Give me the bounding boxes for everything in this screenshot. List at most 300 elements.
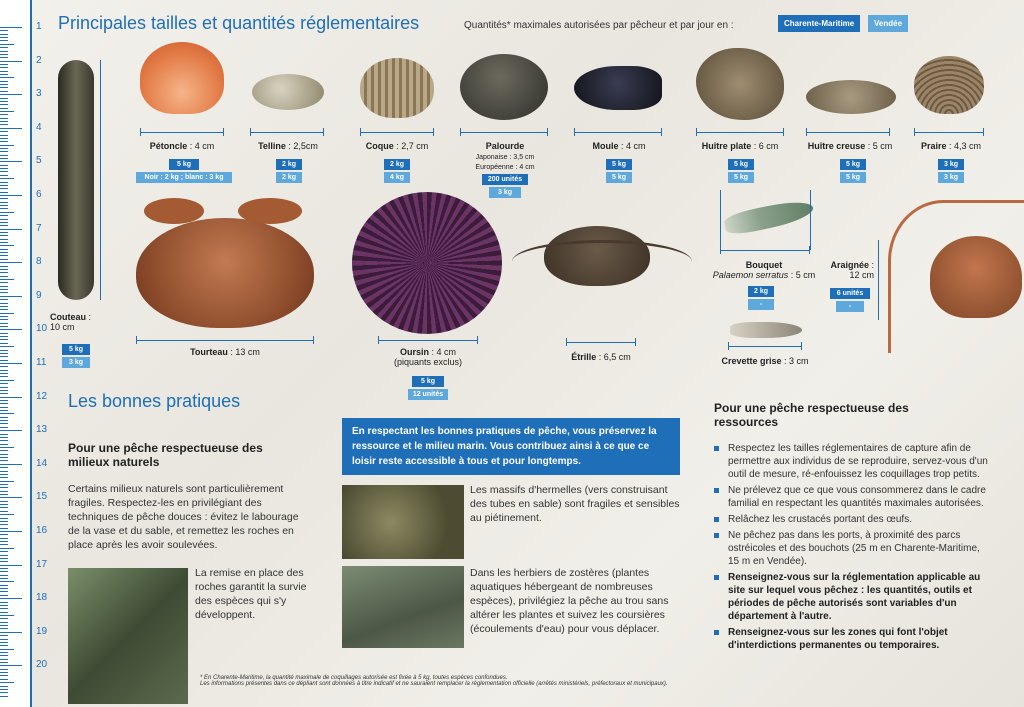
ruler-tick: [0, 565, 22, 566]
ruler-tick: [0, 360, 8, 361]
ruler-tick: [0, 376, 8, 377]
bouquet-image: [723, 197, 816, 237]
ruler-tick: [0, 518, 8, 519]
ruler-tick: [0, 423, 8, 424]
footnote-line-2: Les informations présentes dans ce dépliant sont données à titre indicatif et ne sauraient remplacer la réglementation officielle (arrêtés ministériels, préfectoraux et municipaux).: [200, 681, 668, 687]
ruler-tick: [0, 319, 8, 320]
bullet-item: Ne prélevez que ce que vous consommerez dans le cadre familial en respectant les quantités maximales autorisées.: [714, 484, 990, 510]
ruler-tick: [0, 64, 8, 65]
ruler-tick: [0, 645, 8, 646]
ruler-number: 13: [36, 424, 48, 436]
etrille-label: Étrille : 6,5 cm: [571, 352, 631, 362]
ruler-tick: [0, 380, 14, 381]
praire-quantities: [938, 157, 964, 183]
huitre-creuse-dimension: [806, 132, 890, 133]
ruler-tick: [0, 548, 14, 549]
huitre-plate-image: [696, 48, 784, 120]
ruler-tick: [0, 239, 8, 240]
ruler-tick: [0, 363, 22, 364]
couteau-image: [58, 60, 94, 300]
ruler-tick: [0, 675, 8, 676]
quantity-badge-charente: 6 unités: [830, 288, 870, 299]
ruler-tick: [0, 679, 8, 680]
ruler-tick: [0, 114, 8, 115]
quantity-badge-vendee: 5 kg: [840, 172, 866, 183]
palourde-quantities: [482, 172, 528, 198]
ruler-tick: [0, 175, 8, 176]
ruler-tick: [0, 208, 8, 209]
ruler-tick: [0, 128, 22, 129]
huitre-plate-dimension: [696, 132, 784, 133]
ruler-tick: [0, 259, 8, 260]
ruler-tick: [0, 279, 14, 280]
huitre-creuse-label: Huître creuse : 5 cm: [807, 141, 893, 151]
left-heading: Pour une pêche respectueuse des milieux naturels: [68, 441, 263, 469]
ruler-tick: [0, 605, 8, 606]
quantity-badge-vendee: 4 kg: [384, 172, 410, 183]
ruler-tick: [0, 366, 8, 367]
ruler-tick: [0, 669, 8, 670]
ruler-tick: [0, 591, 8, 592]
ruler-tick: [0, 296, 22, 297]
ruler-tick: [0, 571, 8, 572]
ruler-tick: [0, 561, 8, 562]
quantity-badge-vendee: Noir : 2 kg ; blanc : 3 kg: [136, 172, 232, 183]
couteau-label: Couteau : 10 cm: [50, 312, 92, 332]
ruler-tick: [0, 54, 8, 55]
ruler-tick: [0, 454, 8, 455]
ruler-tick: [0, 74, 8, 75]
ruler-tick: [0, 598, 22, 599]
ruler-tick: [0, 524, 8, 525]
ruler-tick: [0, 477, 8, 478]
ruler-tick: [0, 205, 8, 206]
huitre-creuse-image: [806, 80, 896, 114]
ruler-tick: [0, 198, 8, 199]
ruler-number: 8: [36, 256, 42, 268]
bullet-item: Renseignez-vous sur les zones qui font l'objet d'interdictions permanentes ou temporaires.: [714, 626, 990, 652]
ruler-tick: [0, 229, 22, 230]
ruler-number: 15: [36, 491, 48, 503]
ruler-tick: [0, 531, 22, 532]
ruler-tick: [0, 262, 22, 263]
bullet-item: Renseignez-vous sur la réglementation applicable au site sur lequel vous pêchez : les quantités, outils et périodes de pêche autorisés sont variables d'un département à l'autre.: [714, 571, 990, 623]
ruler-tick: [0, 689, 8, 690]
quantity-badge-vendee: -: [748, 299, 774, 310]
ruler-tick: [0, 665, 22, 666]
ruler-number: 11: [36, 357, 47, 368]
quantities-note: Quantités* maximales autorisées par pêcheur et par jour en :: [464, 20, 734, 31]
ruler-number: 17: [36, 558, 48, 570]
ruler-tick: [0, 155, 8, 156]
bouquet-dim-right: [810, 190, 811, 250]
right-heading: Pour une pêche respectueuse des ressources: [714, 401, 909, 429]
ruler-tick: [0, 494, 8, 495]
ruler-tick: [0, 339, 8, 340]
ruler-tick: [0, 165, 8, 166]
ruler-tick: [0, 329, 22, 330]
quantity-badge-charente: 200 unités: [482, 174, 528, 185]
ruler-tick: [0, 615, 14, 616]
ruler-tick: [0, 40, 8, 41]
practices-callout: En respectant les bonnes pratiques de pêche, vous préservez la ressource et le milieu marin. Vous contribuez ainsi à ce que ce loisir reste accessible à tous et pour longtemps.: [342, 418, 680, 475]
ruler-number: 7: [36, 222, 42, 234]
ruler-tick: [0, 242, 8, 243]
moule-label: Moule : 4 cm: [592, 141, 646, 151]
ruler-tick: [0, 272, 8, 273]
ruler-tick: [0, 138, 8, 139]
ruler-tick: [0, 326, 8, 327]
ruler-tick: [0, 171, 8, 172]
ruler-tick: [0, 44, 14, 45]
quantity-badge-charente: 5 kg: [412, 376, 444, 387]
ruler-tick: [0, 108, 8, 109]
ruler-number: 6: [36, 189, 42, 200]
ruler-tick: [0, 538, 8, 539]
telline-quantities: [276, 157, 302, 183]
ruler-tick: [0, 202, 8, 203]
ruler-tick: [0, 481, 14, 482]
ruler-number: 12: [36, 390, 48, 402]
tourteau-claw-left: [144, 198, 204, 224]
ruler-tick: [0, 504, 8, 505]
ruler-tick: [0, 595, 8, 596]
ruler-tick: [0, 131, 8, 132]
ruler-tick: [0, 192, 8, 193]
ruler-tick: [0, 346, 14, 347]
quantity-badge-vendee: 3 kg: [938, 172, 964, 183]
ruler-number: 14: [36, 457, 48, 469]
ruler-tick: [0, 625, 8, 626]
ruler-tick: [0, 57, 8, 58]
ruler-tick: [0, 514, 14, 515]
ruler-tick: [0, 602, 8, 603]
etrille-dimension: [566, 342, 636, 343]
ruler-tick: [0, 420, 8, 421]
ruler-tick: [0, 81, 8, 82]
resource-bullets: [714, 442, 990, 655]
ruler-tick: [0, 413, 14, 414]
region-badge-vendee: Vendée: [868, 15, 908, 32]
ruler-tick: [0, 282, 8, 283]
ruler-tick: [0, 581, 14, 582]
section-title-practices: Les bonnes pratiques: [68, 391, 241, 411]
praire-image: [914, 56, 984, 114]
ruler-tick: [0, 101, 8, 102]
ruler-number: 9: [36, 289, 42, 301]
ruler-tick: [0, 145, 14, 146]
ruler-tick: [0, 232, 8, 233]
ruler-number: 4: [36, 121, 42, 133]
ruler-tick: [0, 135, 8, 136]
ruler-tick: [0, 628, 8, 629]
ruler-tick: [0, 269, 8, 270]
ruler-tick: [0, 444, 8, 445]
crevette-image: [730, 322, 802, 338]
ruler-tick: [0, 333, 8, 334]
ruler-tick: [0, 635, 8, 636]
ruler-number: 20: [36, 659, 48, 671]
ruler-tick: [0, 316, 8, 317]
araignee-legs: [888, 200, 1024, 353]
ruler-tick: [0, 61, 22, 62]
ruler-tick: [0, 289, 8, 290]
coque-dimension: [360, 132, 434, 133]
telline-dimension: [250, 132, 324, 133]
ruler-tick: [0, 528, 8, 529]
ruler-tick: [0, 71, 8, 72]
ruler-tick: [0, 111, 14, 112]
palourde-image: [460, 54, 548, 120]
ruler-number: 18: [36, 592, 48, 604]
ruler-tick: [0, 158, 8, 159]
bullet-item: Relâchez les crustacés portant des œufs.: [714, 513, 990, 526]
ruler-tick: [0, 77, 14, 78]
ruler-tick: [0, 309, 8, 310]
ruler-tick: [0, 87, 8, 88]
footnote: [200, 675, 680, 687]
petoncle-image: [140, 42, 224, 114]
ruler-tick: [0, 185, 8, 186]
oursin-label: Oursin : 4 cm (piquants exclus): [393, 347, 463, 367]
zosteres-photo: [342, 566, 464, 648]
palourde-label: Palourde Japonaise : 3,5 cm Européenne : 4 cm: [475, 141, 535, 171]
quantity-badge-vendee: 5 kg: [606, 172, 632, 183]
ruler-tick: [0, 642, 8, 643]
ruler-tick: [0, 323, 8, 324]
ruler-tick: [0, 403, 8, 404]
ruler-tick: [0, 313, 14, 314]
ruler-tick: [0, 215, 8, 216]
ruler-tick: [0, 487, 8, 488]
ruler-tick: [0, 507, 8, 508]
ruler-tick: [0, 303, 8, 304]
ruler-tick: [0, 47, 8, 48]
ruler-tick: [0, 356, 8, 357]
tourteau-image: [136, 218, 314, 328]
ruler-tick: [0, 91, 8, 92]
ruler-tick: [0, 672, 8, 673]
petoncle-label: Pétoncle : 4 cm: [149, 141, 215, 151]
ruler-number: 5: [36, 155, 42, 167]
ruler-number: 16: [36, 525, 48, 536]
ruler-tick: [0, 551, 8, 552]
ruler-tick: [0, 578, 8, 579]
ruler-tick: [0, 608, 8, 609]
ruler-tick: [0, 622, 8, 623]
ruler-tick: [0, 407, 8, 408]
ruler-tick: [0, 168, 8, 169]
ruler-tick: [0, 696, 8, 697]
quantity-badge-vendee: -: [836, 301, 864, 312]
praire-dimension: [914, 132, 984, 133]
ruler-tick: [0, 655, 8, 656]
huitre-creuse-quantities: [840, 157, 866, 183]
ruler-tick: [0, 212, 14, 213]
petoncle-dimension: [140, 132, 224, 133]
ruler-tick: [0, 575, 8, 576]
oursin-dimension: [378, 340, 478, 341]
ruler-tick: [0, 474, 8, 475]
ruler-tick: [0, 491, 8, 492]
bouquet-label: Bouquet Palaemon serratus : 5 cm: [712, 260, 816, 280]
ruler-tick: [0, 427, 8, 428]
ruler-tick: [0, 618, 8, 619]
ruler-tick: [0, 141, 8, 142]
tourteau-claw-right: [238, 198, 302, 224]
ruler-tick: [0, 299, 8, 300]
ruler-tick: [0, 148, 8, 149]
ruler-tick: [0, 383, 8, 384]
ruler-tick: [0, 343, 8, 344]
ruler-tick: [0, 387, 8, 388]
ruler-tick: [0, 292, 8, 293]
quantity-badge-vendee: 5 kg: [728, 172, 754, 183]
ruler-tick: [0, 276, 8, 277]
quantity-badge-charente: 2 kg: [276, 159, 302, 170]
ruler-tick: [0, 225, 8, 226]
praire-label: Praire : 4,3 cm: [920, 141, 982, 151]
ruler-tick: [0, 306, 8, 307]
couteau-quantities: [62, 342, 90, 368]
ruler-tick: [0, 245, 14, 246]
ruler-tick: [0, 612, 8, 613]
quantity-badge-charente: 2 kg: [748, 286, 774, 297]
ruler-tick: [0, 437, 8, 438]
ruler-tick: [0, 632, 22, 633]
ruler-tick: [0, 400, 8, 401]
ruler-tick: [0, 541, 8, 542]
moule-image: [574, 66, 662, 110]
ruler-number: 19: [36, 625, 48, 637]
ruler-tick: [0, 521, 8, 522]
ruler-tick: [0, 417, 8, 418]
ruler-tick: [0, 686, 8, 687]
ruler-tick: [0, 178, 14, 179]
ruler-tick: [0, 188, 8, 189]
footnote-line-1: * En Charente-Maritime, la quantité maximale de coquillages autorisée est fixée à 5 kg, toutes espèces confondues.: [200, 675, 508, 681]
rock-text: La remise en place des roches garantit la survie des espèces qui s'y développent.: [195, 567, 307, 621]
ruler-tick: [0, 534, 8, 535]
ruler-tick: [0, 118, 8, 119]
ruler-tick: [0, 471, 8, 472]
huitre-plate-label: Huître plate : 6 cm: [701, 141, 779, 151]
bouquet-dim-left: [720, 190, 721, 250]
ruler-tick: [0, 558, 8, 559]
ruler-number: 2: [36, 54, 42, 66]
moule-dimension: [574, 132, 662, 133]
ruler-tick: [0, 588, 8, 589]
quantity-badge-vendee: 12 unités: [408, 389, 448, 400]
tourteau-label: Tourteau : 13 cm: [190, 347, 260, 357]
hermelles-text: Les massifs d'hermelles (vers construisant des tubes en sable) sont fragiles et sensibles au piétinement.: [470, 484, 680, 524]
crevette-dimension: [728, 346, 802, 347]
coque-image: [360, 58, 434, 118]
ruler-tick: [0, 544, 8, 545]
ruler-tick: [0, 370, 8, 371]
ruler-tick: [0, 440, 8, 441]
ruler-tick: [0, 51, 8, 52]
telline-image: [252, 74, 324, 110]
palourde-dimension: [460, 132, 548, 133]
ruler-tick: [0, 662, 8, 663]
ruler-tick: [0, 235, 8, 236]
ruler-tick: [0, 585, 8, 586]
ruler-tick: [0, 497, 22, 498]
ruler-tick: [0, 195, 22, 196]
tourteau-dimension: [136, 340, 314, 341]
ruler-tick: [0, 484, 8, 485]
ruler-tick: [0, 336, 8, 337]
etrille-legs: [512, 240, 692, 283]
oursin-quantities: [408, 374, 448, 400]
ruler-tick: [0, 457, 8, 458]
ruler-tick: [0, 692, 8, 693]
quantity-badge-charente: 5 kg: [169, 159, 199, 170]
ruler-tick: [0, 464, 22, 465]
ruler-tick: [0, 67, 8, 68]
ruler-number: 3: [36, 88, 42, 100]
ruler-tick: [0, 393, 8, 394]
rock-photo: [68, 568, 188, 704]
hermelles-photo: [342, 485, 464, 559]
quantity-badge-charente: 5 kg: [728, 159, 754, 170]
ruler-tick: [0, 84, 8, 85]
moule-quantities: [606, 157, 632, 183]
crevette-label: Crevette grise : 3 cm: [721, 356, 809, 366]
ruler-tick: [0, 255, 8, 256]
ruler-tick: [0, 182, 8, 183]
ruler-tick: [0, 34, 8, 35]
bouquet-quantities: [748, 284, 774, 310]
ruler-tick: [0, 511, 8, 512]
quantity-badge-charente: 5 kg: [606, 159, 632, 170]
ruler-tick: [0, 501, 8, 502]
ruler-tick: [0, 410, 8, 411]
ruler-tick: [0, 104, 8, 105]
bullet-item: Ne pêchez pas dans les ports, à proximité des parcs ostréicoles et des bouchots (25 m en Charente-Maritime, 15 m en Vendée).: [714, 529, 990, 568]
ruler-tick: [0, 659, 8, 660]
araignee-label: Araignée : 12 cm: [830, 260, 874, 280]
coque-label: Coque : 2,7 cm: [365, 141, 429, 151]
quantity-badge-vendee: 3 kg: [489, 187, 521, 198]
ruler-tick: [0, 460, 8, 461]
ruler-tick: [0, 652, 8, 653]
ruler-tick: [0, 373, 8, 374]
ruler-number: 10: [36, 323, 48, 335]
telline-label: Telline : 2,5cm: [258, 141, 318, 151]
ruler-tick: [0, 252, 8, 253]
ruler-tick: [0, 286, 8, 287]
ruler-tick: [0, 467, 8, 468]
ruler-tick: [0, 649, 14, 650]
ruler-tick: [0, 568, 8, 569]
ruler-tick: [0, 151, 8, 152]
quantity-badge-vendee: 3 kg: [62, 357, 90, 368]
araignee-quantities: [830, 286, 870, 312]
ruler-tick: [0, 682, 14, 683]
ruler-tick: [0, 430, 22, 431]
page-title: Principales tailles et quantités réglementaires: [58, 13, 420, 33]
ruler-tick: [0, 397, 22, 398]
ruler-tick: [0, 37, 8, 38]
quantity-badge-charente: 2 kg: [384, 159, 410, 170]
ruler-tick: [0, 124, 8, 125]
quantity-badge-charente: 5 kg: [62, 344, 90, 355]
zosteres-text: Dans les herbiers de zostères (plantes aquatiques hébergeant de nombreuses espèces), privilégiez la pêche au trou sans altérer les plantes et suivez les coursières (écoulements d'eau) pour vous déplacer.: [470, 567, 669, 635]
quantity-badge-charente: 3 kg: [938, 159, 964, 170]
coque-quantities: [384, 157, 410, 183]
